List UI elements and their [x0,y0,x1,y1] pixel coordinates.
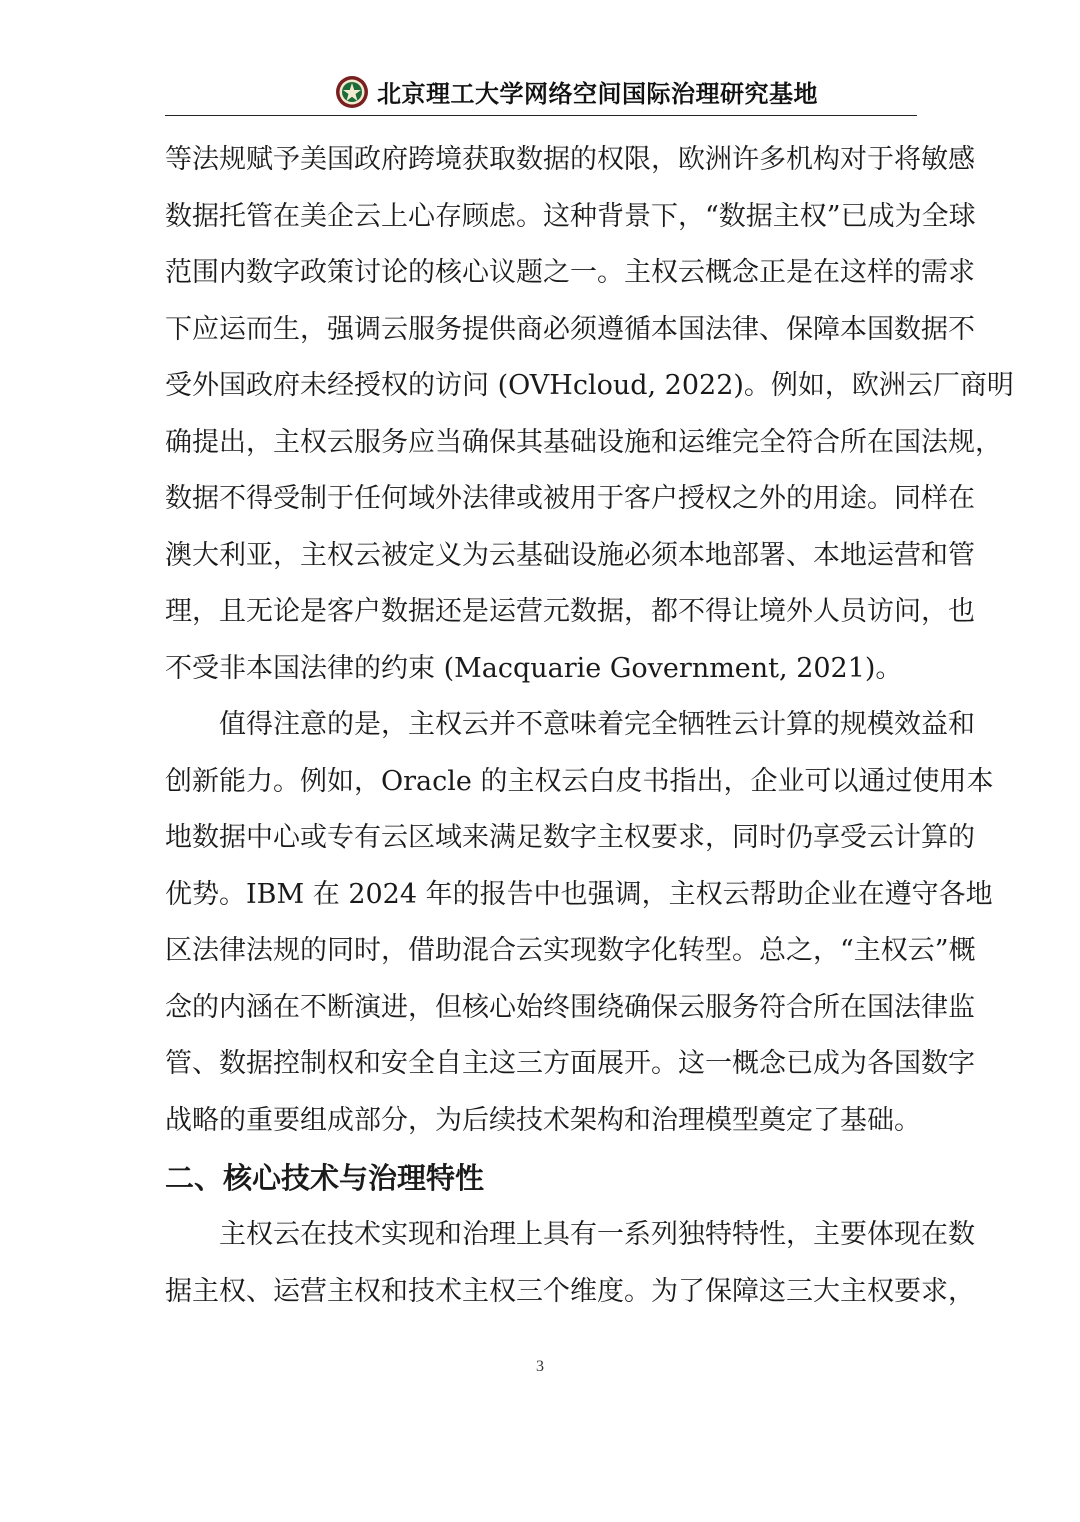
text-line: 澳大利亚，主权云被定义为云基础设施必须本地部署、本地运营和管 [165,539,975,571]
text-line: 不受非本国法律的约束 (Macquarie Government, 2021)。 [165,652,903,684]
paragraph-3 [165,1207,975,1320]
header-title: 北京理工大学网络空间国际治理研究基地 [377,80,818,108]
text-line: 数据托管在美企云上心存顾虑。这种背景下，“数据主权”已成为全球 [165,200,976,232]
text-line: 理，且无论是客户数据还是运营元数据，都不得让境外人员访问，也 [165,596,975,627]
text-line: 数据不得受制于任何域外法律或被用于客户授权之外的用途。同样在 [165,483,975,514]
paragraph-1 [165,132,1014,697]
text-line: 范围内数字政策讨论的核心议题之一。主权云概念正是在这样的需求 [165,257,975,288]
university-seal-icon [335,75,369,109]
section-heading: 二、核心技术与治理特性 [165,1161,485,1195]
text-line: 念的内涵在不断演进，但核心始终围绕确保云服务符合所在国法律监 [165,991,975,1023]
text-line: 确提出，主权云服务应当确保其基础设施和运维完全符合所在国法规， [165,426,1002,458]
header-divider [165,115,917,116]
text-line: 受外国政府未经授权的访问 (OVHcloud, 2022)。例如，欧洲云厂商明 [165,370,1014,401]
text-line: 优势。IBM 在 2024 年的报告中也强调，主权云帮助企业在遵守各地 [165,878,993,910]
text-line: 创新能力。例如，Oracle 的主权云白皮书指出，企业可以通过使用本 [165,765,994,797]
text-line: 战略的重要组成部分，为后续技术架构和治理模型奠定了基础。 [165,1104,921,1136]
text-line: 等法规赋予美国政府跨境获取数据的权限，欧洲许多机构对于将敏感 [165,144,975,175]
text-line: 主权云在技术实现和治理上具有一系列独特特性，主要体现在数 [219,1219,975,1250]
text-line: 管、数据控制权和安全自主这三方面展开。这一概念已成为各国数字 [165,1048,975,1079]
page-number: 3 [536,1358,544,1375]
paragraph-2 [165,697,994,1149]
text-line: 地数据中心或专有云区域来满足数字主权要求，同时仍享受云计算的 [165,822,975,853]
page-header [165,68,917,118]
text-line: 下应运而生，强调云服务提供商必须遵循本国法律、保障本国数据不 [165,313,975,345]
header-brand [335,74,818,109]
text-line: 据主权、运营主权和技术主权三个维度。为了保障这三大主权要求， [165,1275,975,1307]
text-line: 区法律法规的同时，借助混合云实现数字化转型。总之，“主权云”概 [165,935,976,966]
document-body [165,132,1014,1320]
text-line: 值得注意的是，主权云并不意味着完全牺牲云计算的规模效益和 [219,709,975,740]
